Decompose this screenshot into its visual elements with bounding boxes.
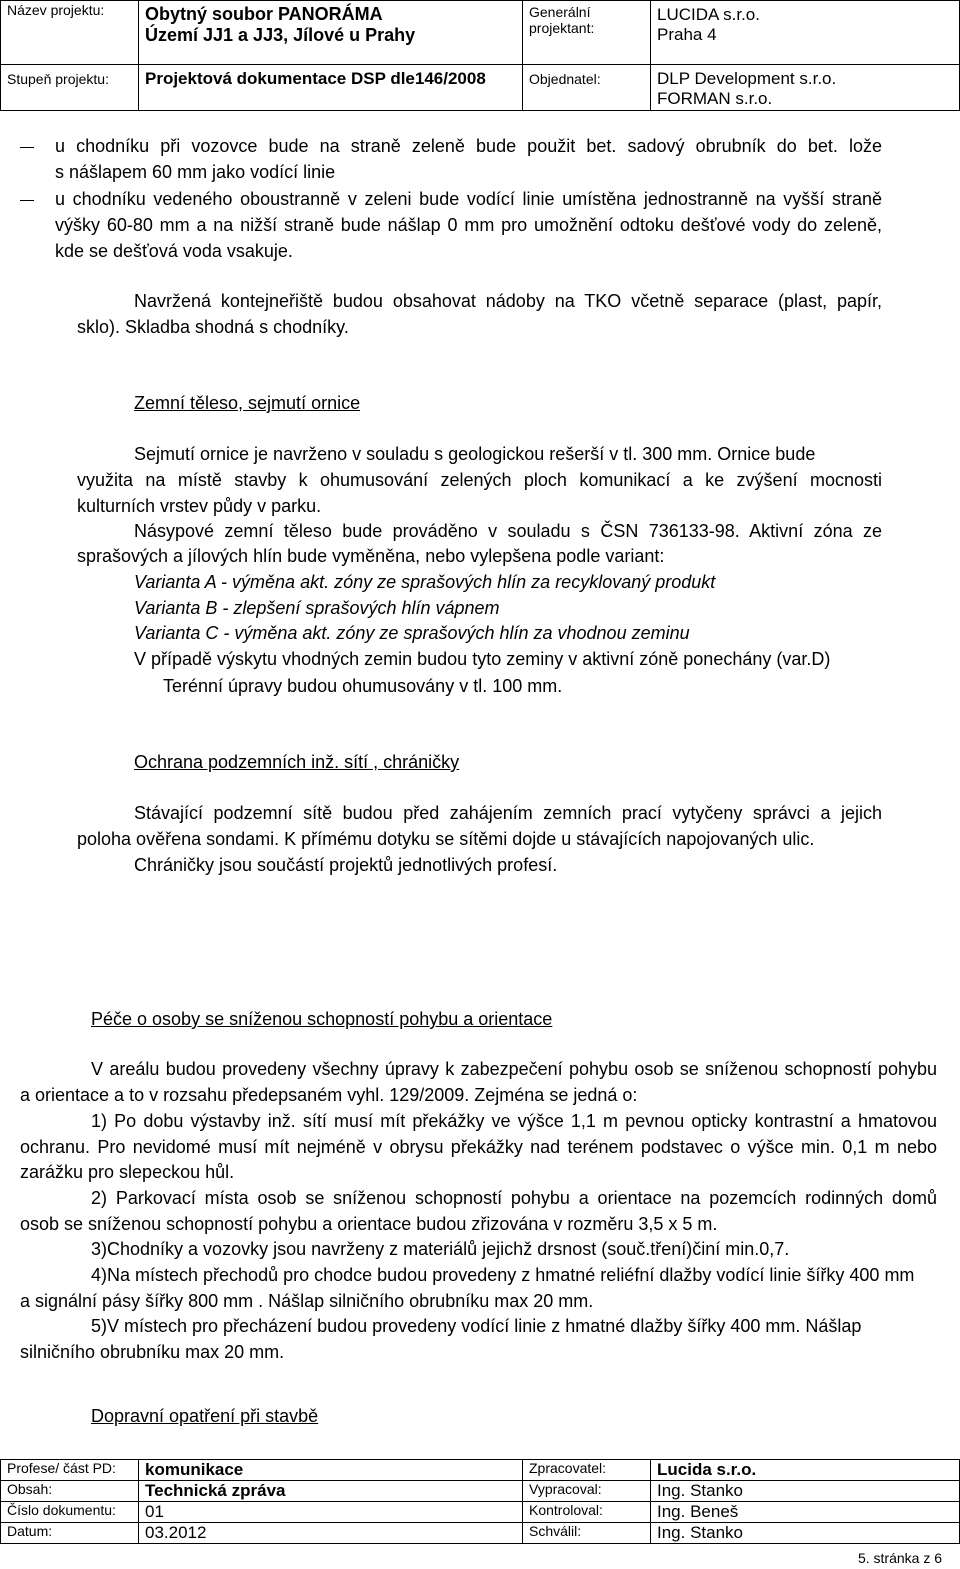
general-designer: LUCIDA s.r.o. Praha 4: [651, 1, 960, 65]
page-number: 5. stránka z 6: [857, 1550, 942, 1566]
content-label: Obsah:: [1, 1481, 139, 1502]
paragraph-line: využita na místě stavby k ohumusování zelených ploch komunikací a ke zvýšení mocnosti: [77, 470, 882, 490]
date-value: 03.2012: [139, 1523, 523, 1544]
paragraph-line: Sejmutí ornice je navrženo v souladu s geologickou rešerší v tl. 300 mm. Ornice bude: [134, 444, 816, 464]
paragraph-line: a signální pásy šířky 800 mm . Nášlap silničního obrubníku max 20 mm.: [20, 1291, 594, 1311]
docnum-value: 01: [139, 1502, 523, 1523]
paragraph-line: Varianta C - výměna akt. zóny ze sprašových hlín za vhodnou zeminu: [134, 623, 690, 643]
section-heading: Zemní těleso, sejmutí ornice: [134, 393, 361, 413]
paragraph-line: 5)V místech pro přecházení budou provedeny vodící linie z hmatné dlažby šířky 400 mm. Nášlap: [91, 1316, 862, 1336]
paragraph-line: zarážku pro slepeckou hůl.: [20, 1162, 235, 1182]
prepared-label: Zpracovatel:: [523, 1460, 651, 1481]
title-block-footer: [0, 1459, 960, 1544]
paragraph-line: Stávající podzemní sítě budou před zahájením zemních prací vytyčeny správci a jejich: [134, 803, 882, 823]
checked-value: Ing. Beneš: [651, 1502, 960, 1523]
paragraph-line: kulturních vrstev půdy v parku.: [77, 496, 322, 516]
drawn-value: Ing. Stanko: [651, 1481, 960, 1502]
profession-label: Profese/ část PD:: [1, 1460, 139, 1481]
prepared-value: Lucida s.r.o.: [651, 1460, 960, 1481]
client: DLP Development s.r.o. FORMAN s.r.o.: [651, 65, 960, 111]
paragraph-line: 2) Parkovací místa osob se sníženou schopností pohybu a orientace na pozemcích rodinných domů: [91, 1188, 937, 1208]
stage-value: Projektová dokumentace DSP dle146/2008: [139, 65, 523, 111]
paragraph-line: kde se dešťová voda vsakuje.: [55, 241, 293, 261]
bullet-dash: [20, 147, 34, 148]
checked-label: Kontroloval:: [523, 1502, 651, 1523]
paragraph-line: V areálu budou provedeny všechny úpravy k zabezpečení pohybu osob se sníženou schopností pohybu: [91, 1059, 937, 1079]
paragraph-line: Varianta A - výměna akt. zóny ze sprašových hlín za recyklovaný produkt: [134, 572, 716, 592]
paragraph-line: 4)Na místech přechodů pro chodce budou provedeny z hmatné reliéfní dlažby vodící linie šířky 400 mm: [91, 1265, 915, 1285]
paragraph-line: osob se sníženou schopností pohybu a orientace budou zřizována v rozměru 3,5 x 5 m.: [20, 1214, 718, 1234]
paragraph-line: výšky 60-80 mm a na nižší straně bude nášlap 0 mm pro umožnění odtoku dešťové vody do zeleně,: [55, 215, 882, 235]
paragraph-line: sklo). Skladba shodná s chodníky.: [77, 317, 349, 337]
paragraph-line: Chráničky jsou součástí projektů jednotlivých profesí.: [134, 855, 558, 875]
approved-label: Schválil:: [523, 1523, 651, 1544]
paragraph-line: Navržená kontejneřiště budou obsahovat nádoby na TKO včetně separace (plast, papír,: [134, 291, 882, 311]
approved-value: Ing. Stanko: [651, 1523, 960, 1544]
section-heading: Dopravní opatření při stavbě: [91, 1406, 319, 1426]
paragraph-line: sprašových a jílových hlín bude vyměněna, nebo vylepšena podle variant:: [77, 546, 665, 566]
paragraph-line: Terénní úpravy budou ohumusovány v tl. 100 mm.: [163, 676, 563, 696]
general-designer-label: Generální projektant:: [523, 1, 651, 65]
paragraph-line: a orientace a to v rozsahu předepsaném vyhl. 129/2009. Zejména se jedná o:: [20, 1085, 638, 1105]
date-label: Datum:: [1, 1523, 139, 1544]
paragraph-line: Varianta B - zlepšení sprašových hlín vápnem: [134, 598, 500, 618]
paragraph-line: 1) Po dobu výstavby inž. sítí musí mít překážky ve výšce 1,1 m pevnou opticky kontrastní a hmatovou: [91, 1111, 937, 1131]
content-value: Technická zpráva: [139, 1481, 523, 1502]
project-name: Obytný soubor PANORÁMA Území JJ1 a JJ3, Jílové u Prahy: [139, 1, 523, 65]
client-label: Objednatel:: [523, 65, 651, 111]
drawn-label: Vypracoval:: [523, 1481, 651, 1502]
profession-value: komunikace: [139, 1460, 523, 1481]
paragraph-line: Násypové zemní těleso bude prováděno v souladu s ČSN 736133-98. Aktivní zóna ze: [134, 521, 882, 541]
docnum-label: Číslo dokumentu:: [1, 1502, 139, 1523]
paragraph-line: s nášlapem 60 mm jako vodící linie: [55, 162, 336, 182]
paragraph-line: ochranu. Pro nevidomé musí mít nejméně v obrysu překážky nad terénem podstavec o výšce min. 0,1 m nebo: [20, 1137, 937, 1157]
paragraph-line: silničního obrubníku max 20 mm.: [20, 1342, 285, 1362]
stage-label: Stupeň projektu:: [1, 65, 139, 111]
paragraph-line: u chodníku vedeného oboustranně v zeleni bude vodící linie umístěna jednostranně na vyšší straně: [55, 189, 882, 209]
bullet-dash: [20, 200, 34, 201]
paragraph-line: V případě výskytu vhodných zemin budou tyto zeminy v aktivní zóně ponechány (var.D): [134, 649, 831, 669]
paragraph-line: 3)Chodníky a vozovky jsou navrženy z materiálů jejichž drsnost (souč.tření)činí min.0,7.: [91, 1239, 790, 1259]
paragraph-line: poloha ověřena sondami. K přímému dotyku se sítěmi dojde u stávajících napojovaných ulic.: [77, 829, 815, 849]
section-heading: Ochrana podzemních inž. sítí , chráničky: [134, 752, 460, 772]
section-heading: Péče o osoby se sníženou schopností pohybu a orientace: [91, 1009, 553, 1029]
project-name-label: Název projektu:: [1, 1, 139, 65]
paragraph-line: u chodníku při vozovce bude na straně zeleně bude použit bet. sadový obrubník do bet. lože: [55, 136, 882, 156]
